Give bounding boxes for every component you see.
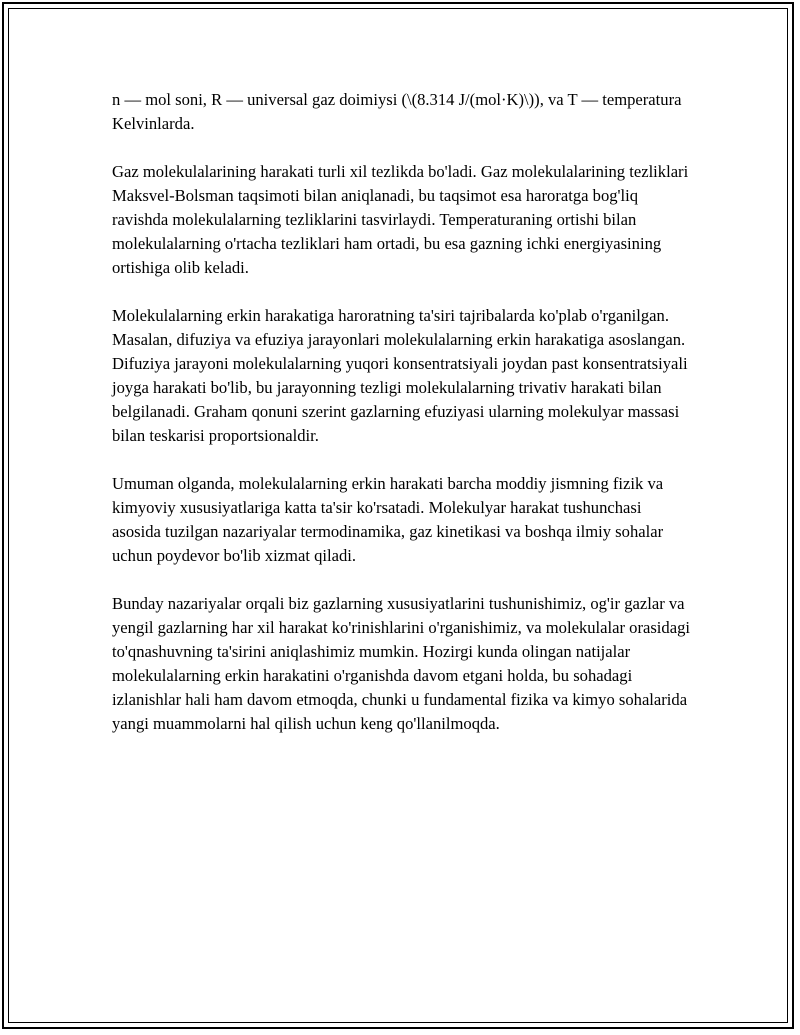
paragraph-molecular-motion-summary: Umuman olganda, molekulalarning erkin harakati barcha moddiy jismning fizik va kimyoviy xususiyatlariga katta ta'sir ko'rsatadi. Molekulyar harakat tushunchasi asosida tuzilgan nazariyalar termodinamika, gaz kinetikasi va boshqa ilmiy sohalar uchun poydevor bo'lib xizmat qiladi. xyxy=(112,474,664,565)
paragraph-research-outlook: Bunday nazariyalar orqali biz gazlarning xususiyatlarini tushunishimiz, og'ir gazlar va yengil gazlarning har xil harakat ko'rinishlarini o'rganishimiz, va molekulalar orasidagi to'qnashuvning ta'sirini aniqlashimiz mumkin. Hozirgi kunda olingan natijalar molekulalarning erkin harakatini o'rganishda davom etgani holda, bu sohadagi izlanishlar hali ham davom etmoqda, chunki u fundamental fizika va kimyo sohalarida yangi muammolarni hal qilish uchun keng qo'llanilmoqda. xyxy=(112,594,690,733)
paragraph-diffusion-effusion: Molekulalarning erkin harakatiga haroratning ta'siri tajribalarda ko'plab o'rganilgan. Masalan, difuziya va efuziya jarayonlari molekulalarning erkin harakatiga asoslangan. Difuziya jarayoni molekulalarning yuqori konsentratsiyali joydan past konsentratsiyali joyga harakati bo'lib, bu jarayonning tezligi molekulalarning trivativ harakati bilan belgilanadi. Graham qonuni szerint gazlarning efuziyasi ularning molekulyar massasi bilan teskarisi proportsionaldir. xyxy=(112,306,688,445)
paragraph-gas-law-variables: n — mol soni, R — universal gaz doimiysi (\(8.314 J/(mol·K)\)), va T — temperatura Kelvinlarda. xyxy=(112,90,682,133)
document-body xyxy=(112,88,692,760)
paragraph-maxwell-boltzmann: Gaz molekulalarining harakati turli xil tezlikda bo'ladi. Gaz molekulalarining tezliklari Maksvel-Bolsman taqsimoti bilan aniqlanadi, bu taqsimot esa haroratga bog'liq ravishda molekulalarning tezliklarini tasvirlaydi. Temperaturaning ortishi bilan molekulalarning o'rtacha tezliklari ham ortadi, bu esa gazning ichki energiyasining ortishiga olib keladi. xyxy=(112,162,689,277)
